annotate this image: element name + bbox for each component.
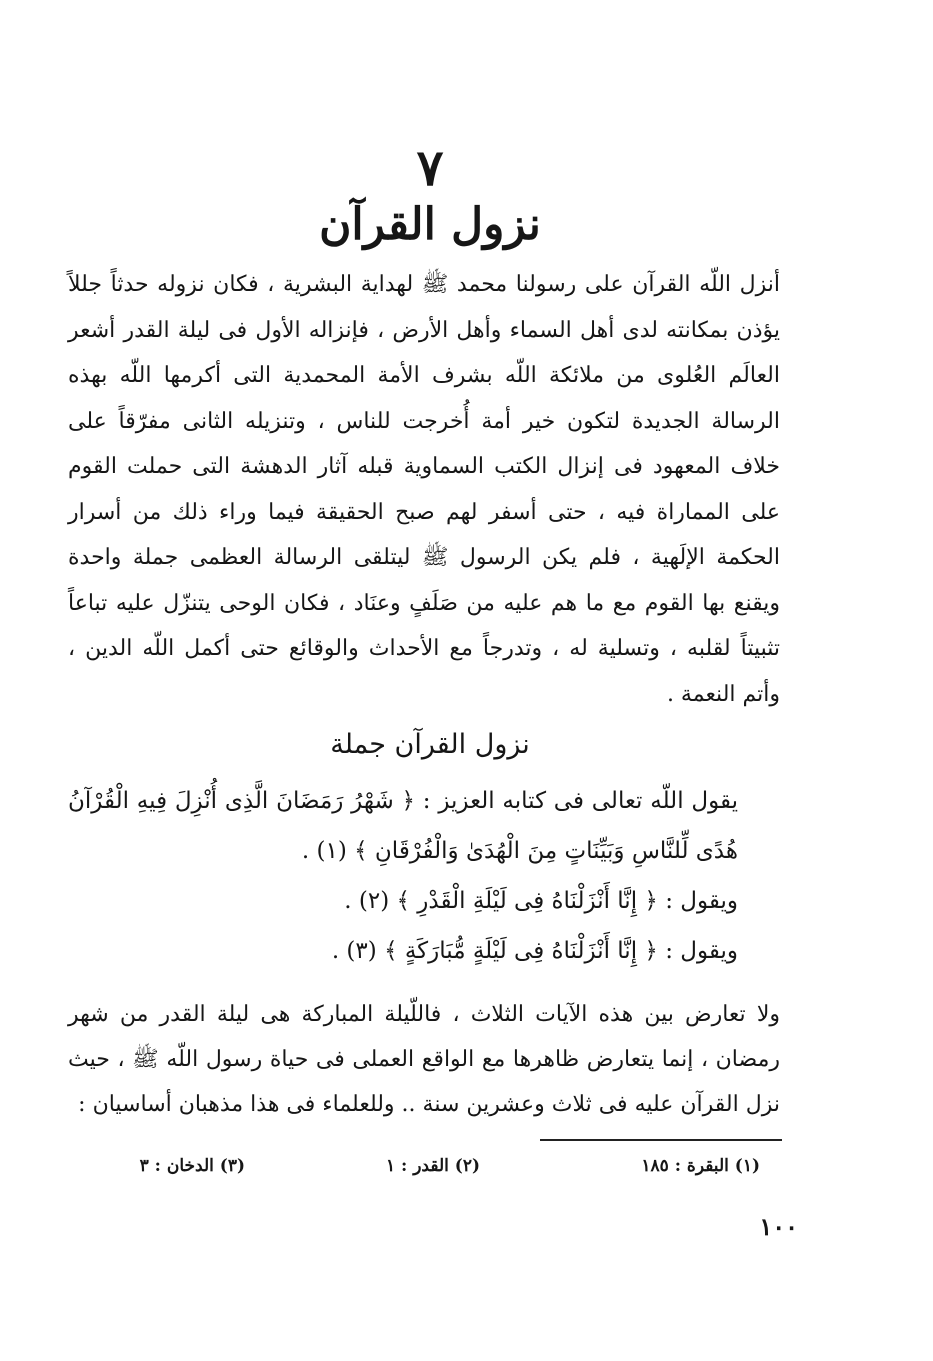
verse-block	[68, 776, 780, 976]
section-heading: نزول القرآن جملة	[330, 729, 530, 760]
closing-paragraph	[68, 992, 780, 1127]
page-number: ١٠٠	[759, 1212, 798, 1241]
footnote-divider	[540, 1139, 782, 1141]
footnote-2: (٢) القدر : ١	[385, 1156, 480, 1176]
footnotes	[120, 1156, 760, 1192]
intro-paragraph-text: أنزل اللّه القرآن على رسولنا محمد ﷺ لهداية البشرية ، فكان نزوله حدثاً جللاً يؤذن بمكانته لدى أهل السماء وأهل الأرض ، فإنزاله الأول فى ليلة القدر أشعر العالَم العُلوى من ملائكة اللّه بشرف الأمة المحمدية التى أكرمها اللّه بهذه الرسالة الجديدة لتكون خير أمة أُخرجت للناس ، وتنزيله الثانى مفرّقاً على خلاف المعهود فى إنزال الكتب السماوية قبله آثار الدهشة التى حملت القوم على المماراة فيه ، حتى أسفر لهم صبح الحقيقة فيما وراء ذلك من أسرار الحكمة الإلَهية ، فلم يكن الرسول ﷺ ليتلقى الرسالة العظمى جملة واحدة ويقنع بها القوم مع ما هم عليه من صَلَفٍ وعنَاد ، فكان الوحى يتنزّل عليه تباعاً تثبيتاً لقلبه ، وتسلية له ، وتدرجاً مع الأحداث والوقائع حتى أكمل اللّه الدين ، وأتم النعمة .	[68, 272, 781, 707]
verse-quote-1: يقول اللّه تعالى فى كتابه العزيز : ﴿ شَهْرُ رَمَضَانَ الَّذِى أُنْزِلَ فِيهِ الْقُرْآنُ هُدًى لِّلنَّاسِ وَبَيِّنَاتٍ مِنَ الْهُدَىٰ وَالْفُرْقَانِ ﴾ (١) .	[68, 788, 738, 864]
chapter-title: نزول القرآن	[319, 199, 541, 250]
intro-paragraph	[68, 262, 780, 717]
verse-quote-2: ويقول : ﴿ إِنَّا أَنْزَلْنَاهُ فِى لَيْلَةِ الْقَدْرِ ﴾ (٢) .	[344, 888, 738, 914]
footnote-3: (٣) الدخان : ٣	[139, 1156, 245, 1176]
footnote-1: (١) البقرة : ١٨٥	[641, 1156, 760, 1176]
chapter-number: ٧	[416, 138, 444, 197]
verse-quote-3: ويقول : ﴿ إِنَّا أَنْزَلْنَاهُ فِى لَيْلَةٍ مُّبَارَكَةٍ ﴾ (٣) .	[331, 938, 738, 964]
closing-paragraph-text: ولا تعارض بين هذه الآيات الثلاث ، فاللّيلة المباركة هى ليلة القدر من شهر رمضان ، إنما يتعارض ظاهرها مع الواقع العملى فى حياة رسول اللّه ﷺ ، حيث نزل القرآن عليه فى ثلاث وعشرين سنة .. وللعلماء فى هذا مذهبان أساسيان :	[68, 1002, 780, 1117]
